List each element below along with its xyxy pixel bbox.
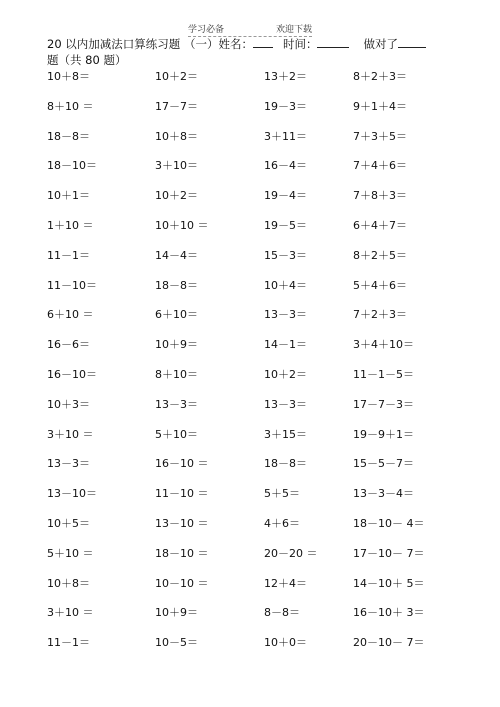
- problem-item: 13－3－4＝: [353, 487, 414, 501]
- problem-item: 3＋10 ＝: [47, 606, 94, 620]
- problem-row: [47, 189, 467, 219]
- problem-item: 18－10＝: [47, 159, 97, 173]
- problem-item: 10－5＝: [155, 636, 198, 650]
- problem-item: 10＋8＝: [47, 576, 90, 590]
- problem-row: [47, 457, 467, 487]
- problem-item: 18－10－ 4＝: [353, 516, 425, 530]
- problem-item: 16－10＋ 3＝: [353, 606, 425, 620]
- problem-item: 7＋3＋5＝: [353, 129, 407, 143]
- problem-item: 11－1＝: [47, 636, 90, 650]
- problem-item: 13－3＝: [47, 457, 90, 471]
- problem-item: 19－5＝: [264, 218, 307, 232]
- problem-item: 7＋8＋3＝: [353, 189, 407, 203]
- problem-row: [47, 159, 467, 189]
- watermark-right-text: 欢迎下载: [275, 25, 312, 35]
- problem-item: 5＋10＝: [155, 427, 198, 441]
- problem-item: 14－4＝: [155, 248, 198, 262]
- problem-item: 8＋2＋3＝: [353, 70, 407, 83]
- problem-item: 12＋4＝: [264, 576, 307, 590]
- problem-item: 5＋5＝: [264, 487, 300, 501]
- problem-item: 5＋10 ＝: [47, 546, 94, 560]
- problem-item: 18－10 ＝: [155, 546, 209, 560]
- problem-item: 11－10＝: [47, 278, 97, 292]
- problem-row: [47, 577, 467, 607]
- problem-row: [47, 338, 467, 368]
- problem-item: 18－8＝: [264, 457, 307, 471]
- problem-item: 9＋1＋4＝: [353, 99, 407, 113]
- problem-item: 3＋10＝: [155, 159, 198, 173]
- problem-item: 10＋3＝: [47, 397, 90, 411]
- problem-item: 13－3＝: [264, 308, 307, 322]
- problem-item: 10＋4＝: [264, 278, 307, 292]
- problem-item: 10＋1＝: [47, 189, 90, 203]
- problem-item: 20－20 ＝: [264, 546, 318, 560]
- problem-item: 7＋4＋6＝: [353, 159, 407, 173]
- problem-item: 11－1＝: [47, 248, 90, 262]
- problem-row: [47, 428, 467, 458]
- problem-row: [47, 100, 467, 130]
- problem-row: [47, 308, 467, 338]
- problem-item: 17－7＝: [155, 99, 198, 113]
- problem-item: 17－10－ 7＝: [353, 546, 425, 560]
- problem-item: 6＋10 ＝: [47, 308, 94, 322]
- problem-item: 13－3＝: [264, 397, 307, 411]
- problem-row: [47, 219, 467, 249]
- problem-row: [47, 249, 467, 279]
- problem-item: 11－1－5＝: [353, 367, 414, 381]
- problem-item: 19－9＋1＝: [353, 427, 414, 441]
- problem-row: [47, 487, 467, 517]
- problem-item: 16－10 ＝: [155, 457, 209, 471]
- problem-row: [47, 547, 467, 577]
- watermark-left-text: 学习必备: [188, 25, 225, 35]
- problem-item: 1＋10 ＝: [47, 218, 94, 232]
- problem-item: 14－10＋ 5＝: [353, 576, 425, 590]
- problem-row: [47, 279, 467, 309]
- problem-item: 18－8＝: [47, 129, 90, 143]
- problem-item: 4＋6＝: [264, 516, 300, 530]
- problem-item: 20－10－ 7＝: [353, 636, 425, 650]
- time-label: 时间：: [282, 37, 318, 51]
- problem-item: 16－10＝: [47, 367, 97, 381]
- done-label: 做对了: [363, 37, 398, 51]
- problem-item: 3＋11＝: [264, 129, 307, 143]
- problem-item: 3＋10 ＝: [47, 427, 94, 441]
- problem-item: 8＋2＋5＝: [353, 248, 407, 262]
- watermark-header: [188, 20, 312, 37]
- name-blank: [253, 37, 273, 48]
- problem-item: 17－7－3＝: [353, 397, 414, 411]
- problem-item: 10＋0＝: [264, 636, 307, 650]
- problem-item: 13＋2＝: [264, 70, 307, 83]
- problem-row: [47, 636, 467, 666]
- problem-item: 10＋8＝: [155, 129, 198, 143]
- problem-item: 3＋15＝: [264, 427, 307, 441]
- problem-item: 16－6＝: [47, 338, 90, 352]
- problem-row: [47, 368, 467, 398]
- problem-item: 6＋10＝: [155, 308, 198, 322]
- problem-item: 10＋5＝: [47, 516, 90, 530]
- problem-item: 10＋8＝: [47, 70, 90, 83]
- problem-item: 15－5－7＝: [353, 457, 414, 471]
- problem-row: [47, 130, 467, 160]
- problem-item: 8＋10＝: [155, 367, 198, 381]
- problem-item: 3＋4＋10＝: [353, 338, 414, 352]
- name-label: 姓名：: [218, 37, 253, 51]
- problem-item: 7＋2＋3＝: [353, 308, 407, 322]
- problem-grid: [47, 70, 467, 666]
- problem-row: [47, 70, 467, 100]
- problem-item: 13－3＝: [155, 397, 198, 411]
- problem-item: 19－4＝: [264, 189, 307, 203]
- worksheet-title: [47, 36, 467, 68]
- time-blank: [317, 37, 349, 48]
- problem-row: [47, 398, 467, 428]
- problem-item: 10＋9＝: [155, 606, 198, 620]
- problem-item: 19－3＝: [264, 99, 307, 113]
- problem-row: [47, 606, 467, 636]
- problem-item: 10＋2＝: [155, 70, 198, 83]
- problem-row: [47, 517, 467, 547]
- problem-item: 16－4＝: [264, 159, 307, 173]
- score-blank: [398, 37, 426, 48]
- problem-item: 11－10 ＝: [155, 487, 209, 501]
- problem-item: 13－10 ＝: [155, 516, 209, 530]
- problem-item: 10＋2＝: [155, 189, 198, 203]
- problem-item: 10－10 ＝: [155, 576, 209, 590]
- problem-item: 13－10＝: [47, 487, 97, 501]
- problem-item: 8－8＝: [264, 606, 300, 620]
- problem-item: 10＋2＝: [264, 367, 307, 381]
- problem-item: 15－3＝: [264, 248, 307, 262]
- count-line: 题（共 80 题）: [47, 53, 127, 67]
- problem-item: 8＋10 ＝: [47, 99, 94, 113]
- problem-item: 18－8＝: [155, 278, 198, 292]
- problem-item: 5＋4＋6＝: [353, 278, 407, 292]
- problem-item: 10＋10 ＝: [155, 218, 209, 232]
- title-main: 20 以内加减法口算练习题 （一）: [47, 37, 219, 51]
- problem-item: 6＋4＋7＝: [353, 218, 407, 232]
- problem-item: 10＋9＝: [155, 338, 198, 352]
- problem-item: 14－1＝: [264, 338, 307, 352]
